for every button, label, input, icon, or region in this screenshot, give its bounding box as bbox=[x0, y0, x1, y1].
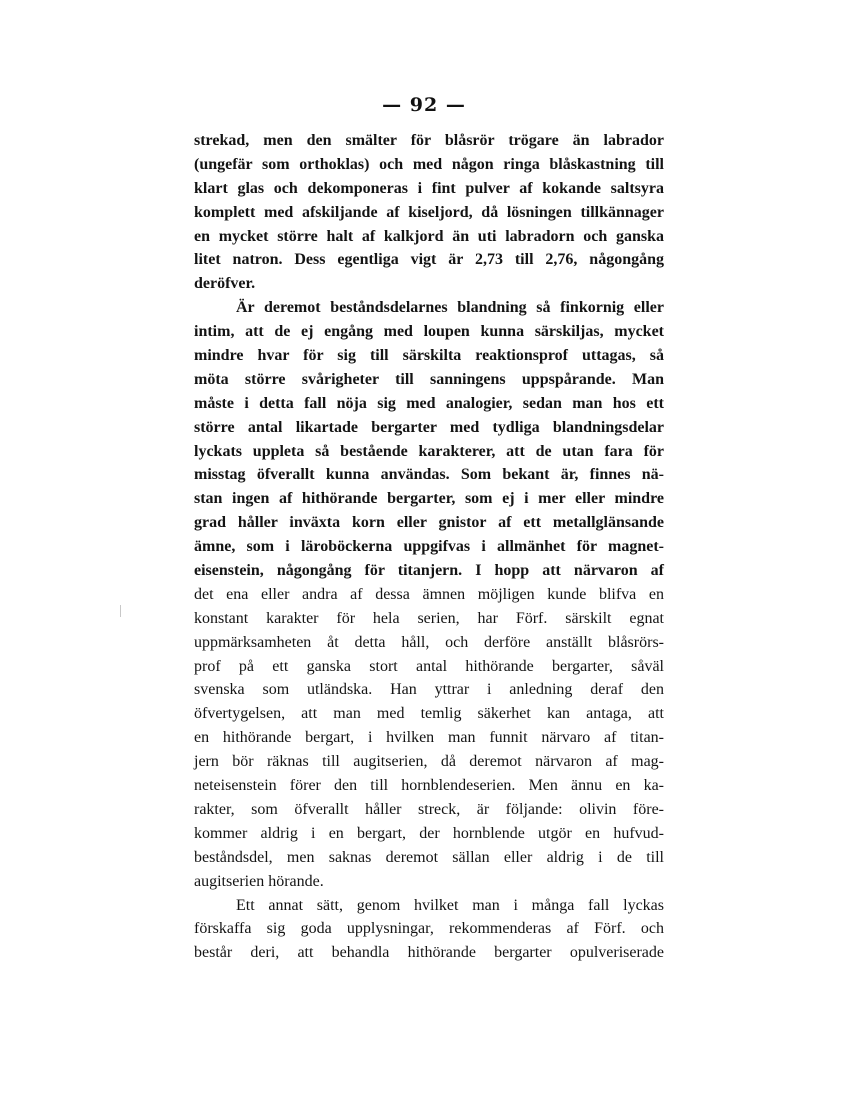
text-line: grad håller inväxta korn eller gnistor af ett metallglänsande bbox=[194, 514, 664, 532]
text-line: litet natron. Dess egentliga vigt är 2,73 till 2,76, någongång bbox=[194, 251, 664, 269]
text-line: måste i detta fall nöja sig med analogier, sedan man hos ett bbox=[194, 394, 664, 412]
text-line: större antal likartade bergarter med tydliga blandningsdelar bbox=[194, 418, 664, 436]
text-line: klart glas och dekomponeras i fint pulver af kokande saltsyra bbox=[194, 179, 664, 197]
text-line: stan ingen af hithörande bergarter, som ej i mer eller mindre bbox=[194, 490, 664, 508]
text-line: svenska som utländska. Han yttrar i anledning deraf den bbox=[194, 681, 664, 699]
text-line: prof på ett ganska stort antal hithörande bergarter, såväl bbox=[194, 657, 664, 675]
text-line: uppmärksamheten åt detta håll, och derföre anställt blåsrörs- bbox=[194, 633, 664, 651]
text-line: lyckats uppleta så bestående karakterer, att de utan fara för bbox=[194, 442, 664, 460]
text-line: beståndsdel, men saknas deremot sällan eller aldrig i de till bbox=[194, 848, 664, 866]
text-line: en mycket större halt af kalkjord än uti labradorn och ganska bbox=[194, 227, 664, 245]
text-line: intim, att de ej engång med loupen kunna särskiljas, mycket bbox=[194, 323, 664, 341]
text-line: konstant karakter för hela serien, har Förf. särskilt egnat bbox=[194, 609, 664, 627]
text-line: (ungefär som orthoklas) och med någon ringa blåskastning till bbox=[194, 155, 664, 173]
text-line: jern bör räknas till augitserien, då deremot närvaron af mag- bbox=[194, 753, 664, 771]
text-line: komplett med afskiljande af kiseljord, då lösningen tillkännager bbox=[194, 203, 664, 221]
text-line: mindre hvar för sig till särskilta reaktionsprof uttagas, så bbox=[194, 347, 664, 365]
text-line: neteisenstein förer den till hornblendeserien. Men ännu en ka- bbox=[194, 777, 664, 795]
text-line: kommer aldrig i en bergart, der hornblende utgör en hufvud- bbox=[194, 824, 664, 842]
text-line: strekad, men den smälter för blåsrör trögare än labrador bbox=[194, 132, 664, 149]
text-line: en hithörande bergart, i hvilken man funnit närvaro af titan- bbox=[194, 729, 664, 747]
text-line: eisenstein, någongång för titanjern. I hopp att närvaron af bbox=[194, 562, 664, 580]
body-text bbox=[194, 129, 664, 965]
paragraph-start-line: Är deremot beståndsdelarnes blandning så finkornig eller bbox=[236, 299, 664, 317]
paragraph-start-line: Ett annat sätt, genom hvilket man i många fall lyckas bbox=[236, 896, 664, 914]
text-line: deröfver. bbox=[194, 275, 256, 293]
text-line: består deri, att behandla hithörande bergarter opulveriserade bbox=[194, 944, 664, 962]
text-line: rakter, som öfverallt håller streck, är följande: olivin före- bbox=[194, 800, 664, 818]
page-number: — 92 — bbox=[382, 94, 466, 116]
text-line: möta större svårigheter till sanningens uppspårande. Man bbox=[194, 370, 664, 388]
margin-mark bbox=[120, 605, 121, 617]
text-line: augitserien hörande. bbox=[194, 872, 324, 890]
text-line: öfvertygelsen, att man med temlig säkerhet kan antaga, att bbox=[194, 705, 664, 723]
text-line: ämne, som i läroböckerna uppgifvas i allmänhet för magnet- bbox=[194, 538, 664, 556]
text-line: förskaffa sig goda upplysningar, rekommenderas af Förf. och bbox=[194, 920, 664, 938]
text-line: misstag öfverallt kunna användas. Som bekant är, finnes nä- bbox=[194, 466, 664, 484]
text-line: det ena eller andra af dessa ämnen möjligen kunde blifva en bbox=[194, 585, 664, 603]
